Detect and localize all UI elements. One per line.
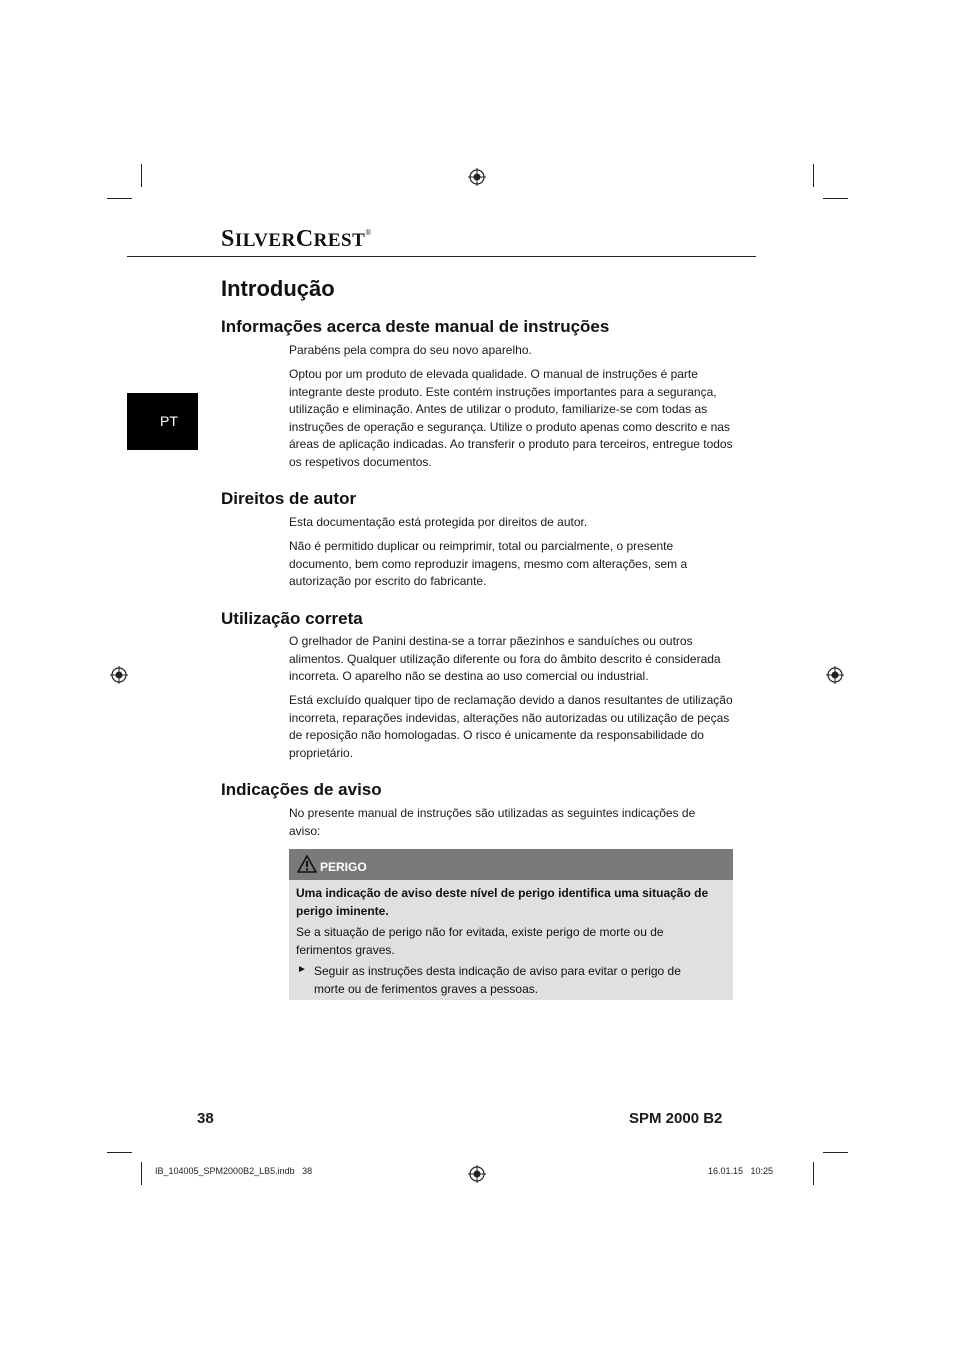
warning-label: PERIGO [320,860,367,874]
crop-mark [141,164,142,187]
section-heading: Utilização correta [221,609,363,628]
brand-logo: SILVERCREST® [221,226,372,252]
section-heading: Indicações de aviso [221,780,382,799]
paragraph: Optou por um produto de elevada qualidade. O manual de instruções é parte integrante deste produto. Este contém instruções importantes para a segurança, utilização e eliminação. Antes de utilizar o produto, familiarize-se com todas as instruções de operação e segurança. Utilize o produto apenas como descrito e nas áreas de aplicação indicadas. Ao transferir o produto para terceiros, entregue todos os respetivos documentos. [289,367,733,469]
paragraph: No presente manual de instruções são utilizadas as seguintes indicações de aviso: [289,806,696,838]
registration-mark-icon [468,168,486,186]
paragraph: Esta documentação está protegida por direitos de autor. [289,515,588,529]
page-title: Introdução [221,276,335,301]
warning-bold-text: Uma indicação de aviso deste nível de perigo identifica uma situação de perigo iminente. [296,886,709,918]
warning-box [289,849,733,1000]
section-heading: Direitos de autor [221,489,357,508]
warning-bullet-text: Seguir as instruções desta indicação de aviso para evitar o perigo de morte ou de ferimentos graves a pessoas. [314,964,681,996]
print-slug-file: IB_104005_SPM2000B2_LB5.indb 38 [155,1166,313,1176]
crop-mark [107,198,132,199]
paragraph: Parabéns pela compra do seu novo aparelho. [289,343,532,357]
paragraph: Está excluído qualquer tipo de reclamação devido a danos resultantes de utilização incorreta, reparações indevidas, alterações não autorizadas ou utilização de peças de reposição não homologadas. O risco é unicamente da responsabilidade do proprietário. [289,693,733,760]
warning-triangle-icon [297,855,317,873]
paragraph: Não é permitido duplicar ou reimprimir, total ou parcialmente, o presente documento, bem como reproduzir imagens, mesmo com alterações, sem a autorização por escrito do fabricante. [289,539,688,588]
crop-mark [141,1162,142,1185]
warning-header [289,849,733,880]
crop-mark [823,198,848,199]
registration-mark-icon [826,666,844,684]
section-heading: Informações acerca deste manual de instruções [221,317,610,336]
print-slug-date: 16.01.15 10:25 [708,1166,774,1176]
bullet-arrow-icon: ► [297,964,307,975]
header-rule [127,256,756,257]
crop-mark [823,1152,848,1153]
paragraph: O grelhador de Panini destina-se a torrar pãezinhos e sanduíches ou outros alimentos. Qualquer utilização diferente ou fora do âmbito descrito é considerada incorreta. O aparelho não se destina ao uso comercial ou industrial. [289,634,721,683]
crop-mark [813,164,814,187]
language-tab: PT [127,393,198,450]
registration-mark-icon [468,1165,486,1183]
page-number: 38 [197,1110,214,1127]
registration-mark-icon [110,666,128,684]
model-number: SPM 2000 B2 [629,1110,723,1127]
crop-mark [107,1152,132,1153]
warning-text: Se a situação de perigo não for evitada, existe perigo de morte ou de ferimentos graves. [296,925,664,957]
crop-mark [813,1162,814,1185]
